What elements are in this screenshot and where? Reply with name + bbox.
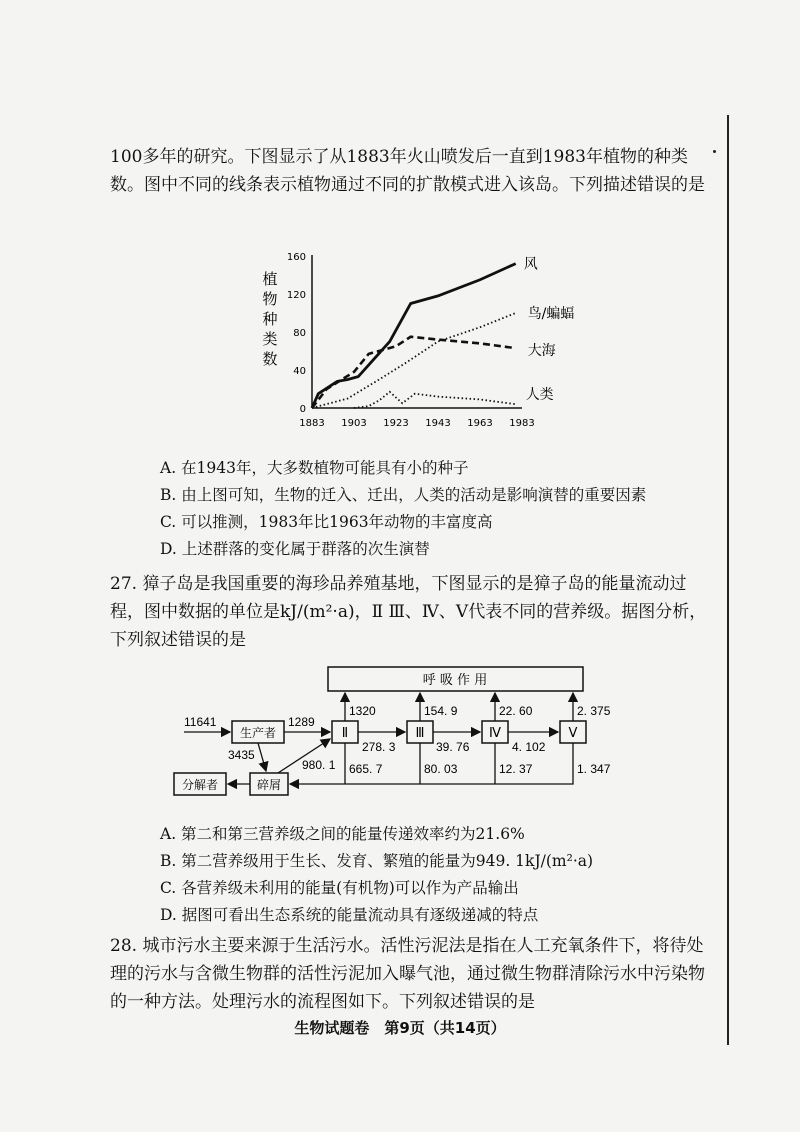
level-iv-label: Ⅳ [489, 726, 501, 741]
y-tick-label: 0 [299, 404, 306, 415]
x-tick-label: 1983 [509, 418, 535, 429]
q26-option-c: C. 可以推测，1983年比1963年动物的丰富度高 [160, 513, 493, 531]
detritus-label: 碎屑 [256, 778, 282, 792]
y-label-char: 物 [262, 290, 278, 308]
resp-iv-value: 22. 60 [499, 704, 533, 718]
energy-flow-diagram [170, 665, 630, 805]
x-tick-label: 1943 [425, 418, 451, 429]
series-label: 人类 [525, 387, 554, 404]
series-line [312, 264, 516, 408]
x-tick-label: 1903 [341, 418, 367, 429]
unused-iii-value: 80. 03 [424, 762, 458, 776]
q28-text: 28. 城市污水主要来源于生活污水。活性污泥法是指在人工充氧条件下，将待处理的污水与含微生物群的活性污泥加入曝气池，通过微生物群清除污水中污染物的一种方法。处理污水的流程图如下。下列叙述错误的是 [110, 936, 705, 1012]
series-line [312, 337, 516, 408]
plant-species-chart [250, 250, 590, 440]
q27-text: 27. 獐子岛是我国重要的海珍品养殖基地，下图显示的是獐子岛的能量流动过程，图中数据的单位是kJ/(m²·a)，Ⅱ Ⅲ、Ⅳ、Ⅴ代表不同的营养级。据图分析，下列叙述错误的是 [110, 574, 707, 650]
series-line [354, 392, 516, 408]
x-tick-label: 1923 [383, 418, 409, 429]
q26-intro: 100多年的研究。下图显示了从1883年火山喷发后一直到1983年植物的种类数。图中不同的线条表示植物通过不同的扩散模式进入该岛。下列描述错误的是 [110, 147, 705, 195]
level-v-label: Ⅴ [568, 726, 578, 741]
y-tick-label: 80 [293, 328, 306, 339]
flow-iv-v-value: 4. 102 [512, 740, 546, 754]
respiration-label: 呼 吸 作 用 [422, 673, 488, 688]
resp-v-value: 2. 375 [577, 704, 611, 718]
unused-ii-value: 665. 7 [349, 762, 383, 776]
producer-to-ii-value: 1289 [288, 715, 315, 729]
level-ii-label: Ⅱ [341, 726, 349, 741]
series-label: 鸟/蝙蝠 [527, 306, 575, 322]
unused-v-value: 1. 347 [577, 762, 611, 776]
y-label-char: 数 [262, 350, 278, 368]
y-tick-label: 160 [286, 252, 306, 263]
y-label-char: 种 [262, 310, 278, 328]
y-label-char: 植 [262, 270, 278, 288]
q26-option-d: D. 上述群落的变化属于群落的次生演替 [160, 540, 430, 558]
q27-option-a: A. 第二和第三营养级之间的能量传递效率约为21.6% [160, 825, 525, 843]
y-tick-label: 120 [286, 290, 306, 301]
level-iii-label: Ⅲ [415, 726, 425, 741]
flow-iii-iv-value: 39. 76 [436, 740, 470, 754]
detritus-to-ii-value: 980. 1 [302, 758, 336, 772]
decomposer-label: 分解者 [181, 778, 219, 792]
to-detritus-value: 3435 [228, 748, 255, 762]
unused-iv-value: 12. 37 [499, 762, 533, 776]
input-value: 11641 [184, 715, 217, 729]
q27-option-c: C. 各营养级未利用的能量(有机物)可以作为产品输出 [160, 879, 519, 897]
y-label-char: 类 [262, 330, 278, 348]
y-tick-label: 40 [293, 366, 306, 377]
flow-ii-iii-value: 278. 3 [362, 740, 396, 754]
series-label: 大海 [527, 343, 556, 360]
page-margin-line [727, 115, 729, 1045]
page-footer: 生物试题卷 第9页（共14页） [294, 1019, 506, 1037]
x-tick-label: 1963 [467, 418, 493, 429]
x-tick-label: 1883 [299, 418, 325, 429]
q26-option-b: B. 由上图可知，生物的迁入、迁出，人类的活动是影响演替的重要因素 [160, 486, 647, 504]
chart-y-label [262, 270, 277, 368]
resp-ii-value: 1320 [349, 704, 376, 718]
series-label: 风 [523, 256, 538, 273]
q26-option-a: A. 在1943年，大多数植物可能具有小的种子 [160, 459, 469, 477]
producer-label: 生产者 [239, 726, 277, 740]
q27-option-b: B. 第二营养级用于生长、发育、繁殖的能量为949. 1kJ/(m²·a) [160, 852, 594, 870]
q27-option-d: D. 据图可看出生态系统的能量流动具有逐级递减的特点 [160, 906, 539, 924]
resp-iii-value: 154. 9 [424, 704, 458, 718]
